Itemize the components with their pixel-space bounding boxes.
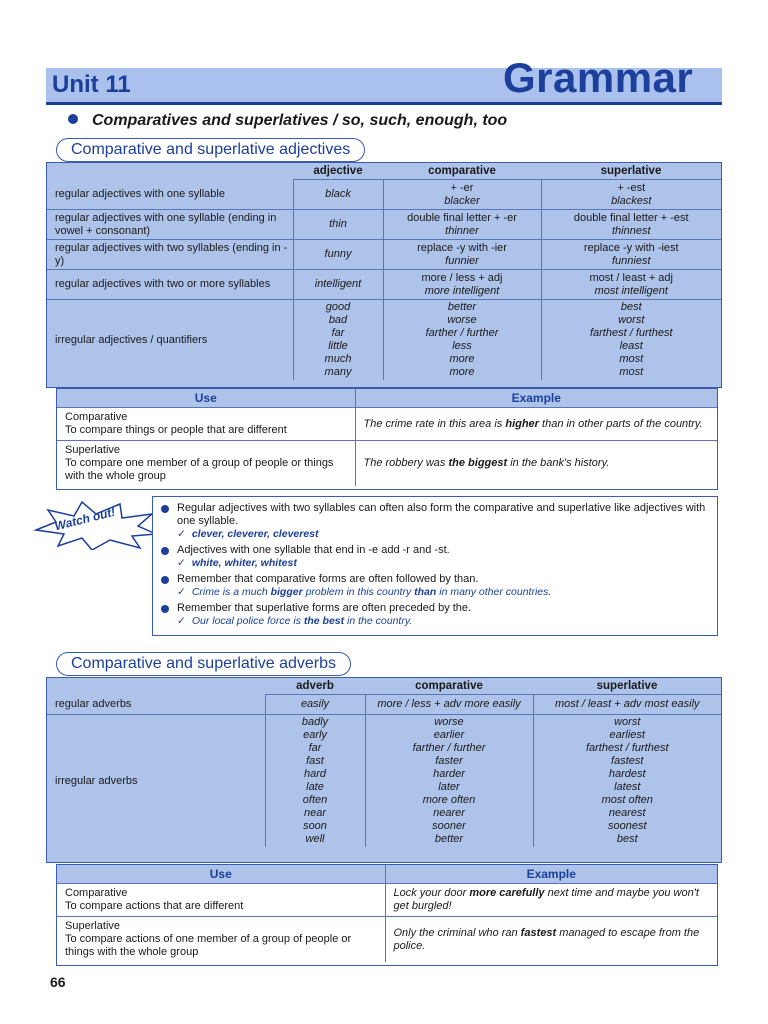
table-row (57, 441, 717, 487)
irregular-form: harder (433, 768, 465, 780)
example-text: The crime rate in this area is (363, 417, 506, 430)
irregular-form: farther / further (425, 327, 499, 339)
adverbs-grid (47, 678, 721, 847)
example-text: in the country. (344, 615, 413, 627)
bullet-icon (161, 576, 169, 584)
use-cell (57, 441, 355, 487)
irregular-comp-cell (365, 715, 533, 848)
col-header-adv-comparative: comparative (365, 678, 533, 695)
list-item (161, 602, 717, 628)
rule-text: + -er (450, 181, 474, 194)
watch-out-label: Watch out! (53, 504, 117, 534)
irregular-form: most (619, 366, 644, 378)
table-row (57, 408, 717, 441)
irregular-form: little (328, 340, 348, 352)
irregular-form: bad (328, 314, 348, 326)
irregular-form: later (438, 781, 460, 793)
use-cell (57, 884, 385, 917)
example-cell (355, 441, 717, 487)
irregular-form: farther / further (412, 742, 486, 754)
example-text: Only the criminal who ran (393, 926, 521, 939)
adjective-cell: funny (293, 240, 383, 270)
irregular-form: hardest (608, 768, 646, 780)
superlative-cell (541, 210, 721, 240)
table-row (47, 180, 721, 210)
rule-text: more / less + adj (421, 271, 503, 284)
use-description: To compare actions of one member of a group of people or things with the whole group (65, 933, 352, 958)
superlative-cell (541, 270, 721, 300)
rule-text: replace -y with -ier (417, 241, 507, 254)
irregular-form: far (308, 742, 322, 754)
adverbs-use-table (56, 864, 718, 966)
example-header: Example (355, 389, 717, 408)
use-title: Comparative (65, 411, 128, 423)
rule-text: + -est (617, 181, 646, 194)
table-row (47, 695, 721, 715)
irregular-form: more often (422, 794, 476, 806)
example-text: in many other countries. (436, 586, 552, 598)
irregular-form: most (619, 353, 644, 365)
example-highlight: fastest (520, 926, 557, 939)
superlative-cell (541, 180, 721, 210)
example-text: Crime is a much (191, 586, 271, 598)
irregular-form: well (305, 833, 325, 845)
list-item (161, 573, 717, 599)
irregular-form: nearest (608, 807, 646, 819)
example-text: problem in this country (302, 586, 415, 598)
irregular-form: sooner (432, 820, 466, 832)
col-header-comparative: comparative (383, 163, 541, 180)
irregular-form: least (619, 340, 643, 352)
rule-text: Adjectives with one syllable that end in -e add -r and -st. (177, 544, 450, 556)
example-highlight: higher (505, 417, 539, 430)
check-icon: ✓ (177, 615, 186, 627)
example-highlight: more carefully (469, 887, 545, 899)
irregular-form: earliest (609, 729, 645, 741)
irregular-form: good (325, 301, 351, 313)
superlative-cell (541, 240, 721, 270)
use-title: Superlative (65, 444, 121, 456)
irregular-form: faster (435, 755, 463, 767)
topic-heading (68, 112, 507, 130)
irregular-form: earlier (433, 729, 465, 741)
example-text: funniest (611, 254, 651, 267)
adverbs-table (46, 677, 722, 863)
adverbs-section-title: Comparative and superlative adverbs (71, 655, 337, 672)
table-row (47, 300, 721, 381)
use-title: Superlative (65, 920, 121, 932)
irregular-form: badly (301, 716, 329, 728)
row-label: regular adjectives with two or more syllables (47, 270, 293, 300)
bullet-icon (161, 547, 169, 555)
irregular-form: early (303, 729, 327, 741)
example-text: in the bank's history. (507, 457, 610, 469)
example-text: The robbery was (363, 457, 449, 469)
row-label: irregular adverbs (47, 715, 265, 848)
example-text: Lock your door (393, 887, 470, 899)
example-text: Our local police force is (191, 615, 304, 627)
adverbs-use-grid (57, 865, 717, 962)
bullet-icon (161, 505, 169, 513)
rule-text: Remember that superlative forms are often preceded by the. (177, 602, 472, 614)
rule-text: Regular adjectives with two syllables can often also form the comparative and superlative like adjectives with one syllable. (177, 502, 706, 527)
example-text: next time and maybe you won't get burgled! (393, 887, 699, 912)
example-text: more intelligent (424, 284, 500, 297)
row-label: regular adjectives with one syllable (55, 187, 225, 200)
use-cell (57, 917, 385, 963)
example-highlight: bigger (270, 586, 303, 598)
use-description: To compare actions that are different (65, 900, 244, 912)
comparative-cell (383, 210, 541, 240)
irregular-form: more (449, 366, 475, 378)
irregular-form: nearer (433, 807, 465, 819)
check-icon: ✓ (177, 586, 186, 598)
example-line (177, 557, 717, 570)
table-row (47, 240, 721, 270)
irregular-adj-cell (293, 300, 383, 381)
irregular-form: less (452, 340, 472, 352)
example-text: blackest (611, 194, 652, 207)
example-text: managed to escape from the police. (393, 926, 700, 952)
table-row (47, 210, 721, 240)
irregular-form: latest (614, 781, 641, 793)
example-line (177, 528, 717, 541)
table-row (47, 715, 721, 848)
adv-example-header: Example (385, 865, 717, 884)
irregular-form: worst (618, 314, 645, 326)
adjectives-table (46, 162, 722, 388)
bullet-icon (68, 114, 78, 124)
adjectives-section-title: Comparative and superlative adjectives (71, 141, 351, 158)
irregular-form: farthest / furthest (589, 327, 673, 339)
check-icon: ✓ (177, 528, 186, 540)
adjectives-use-table (56, 388, 718, 490)
watch-out-box (152, 496, 718, 636)
example-line (177, 615, 717, 628)
irregular-form: worst (614, 716, 641, 728)
comparative-cell: more / less + adv more easily (365, 695, 533, 715)
irregular-form: soonest (607, 820, 647, 832)
adjective-cell: intelligent (293, 270, 383, 300)
rule-text: Remember that comparative forms are often followed by than. (177, 573, 479, 585)
irregular-form: better (434, 833, 464, 845)
col-header-adjective: adjective (293, 163, 383, 180)
use-description: To compare one member of a group of people or things with the whole group (65, 457, 334, 482)
rule-text: double final letter + -est (573, 211, 689, 224)
bullet-icon (161, 605, 169, 613)
row-label: regular adverbs (55, 697, 132, 710)
topic-text: Comparatives and superlatives / so, such, enough, too (92, 112, 508, 129)
example-cell (385, 917, 717, 963)
list-item (161, 544, 717, 570)
rule-text: most / least + adj (589, 271, 673, 284)
example-cell (355, 408, 717, 441)
comparative-cell (383, 270, 541, 300)
irregular-comp-cell (383, 300, 541, 381)
use-title: Comparative (65, 887, 128, 899)
page-number: 66 (50, 974, 66, 990)
example-highlight: the biggest (448, 457, 508, 469)
table-row (57, 917, 717, 963)
irregular-form: best (616, 833, 638, 845)
irregular-sup-cell (533, 715, 721, 848)
adjective-cell: black (293, 180, 383, 210)
irregular-form: fastest (611, 755, 644, 767)
use-header: Use (57, 389, 355, 408)
example-highlight: white, whiter, whitest (191, 557, 297, 569)
use-cell (57, 408, 355, 441)
col-header-adverb: adverb (265, 678, 365, 695)
watch-out-list (153, 497, 717, 628)
table-row (57, 884, 717, 917)
page-title: Grammar (503, 54, 694, 101)
example-text: thinnest (611, 224, 651, 237)
col-header-superlative: superlative (541, 163, 721, 180)
example-text: funnier (445, 254, 479, 267)
unit-label: Unit 11 (52, 71, 131, 98)
irregular-form: many (324, 366, 352, 378)
watch-out-burst-icon (30, 500, 160, 550)
adjectives-grid (47, 163, 721, 380)
adjectives-section-tab (56, 138, 365, 162)
irregular-form: late (306, 781, 324, 793)
irregular-form: near (303, 807, 327, 819)
row-label: irregular adjectives / quantifiers (47, 300, 293, 381)
irregular-form: fast (306, 755, 324, 767)
example-text: than in other parts of the country. (538, 417, 703, 430)
table-row (47, 270, 721, 300)
irregular-form: much (324, 353, 352, 365)
adjective-cell: thin (293, 210, 383, 240)
example-highlight: than (414, 586, 437, 598)
irregular-form: hard (303, 768, 327, 780)
irregular-form: more (449, 353, 475, 365)
comparative-cell (383, 180, 541, 210)
superlative-cell: most / least + adv most easily (533, 695, 721, 715)
example-text: blacker (444, 194, 480, 207)
example-line (177, 586, 717, 599)
rule-text: double final letter + -er (407, 211, 517, 224)
irregular-form: worse (447, 314, 477, 326)
list-item (161, 502, 717, 541)
adv-use-header: Use (57, 865, 385, 884)
irregular-form: farthest / furthest (585, 742, 669, 754)
row-label: regular adjectives with one syllable (ending in vowel + consonant) (47, 210, 293, 240)
irregular-form: better (447, 301, 477, 313)
example-highlight: the best (303, 615, 345, 627)
example-cell (385, 884, 717, 917)
irregular-form: most often (601, 794, 653, 806)
check-icon: ✓ (177, 557, 186, 569)
irregular-sup-cell (541, 300, 721, 381)
use-description: To compare things or people that are different (65, 424, 287, 436)
adverb-cell: easily (265, 695, 365, 715)
adjectives-use-grid (57, 389, 717, 486)
example-text: thinner (445, 224, 479, 237)
irregular-form: best (620, 301, 642, 313)
irregular-form: far (331, 327, 345, 339)
example-text: most intelligent (594, 284, 668, 297)
irregular-form: soon (303, 820, 327, 832)
rule-text: replace -y with -iest (583, 241, 679, 254)
comparative-cell (383, 240, 541, 270)
irregular-form: worse (434, 716, 464, 728)
irregular-adv-cell (265, 715, 365, 848)
irregular-form: often (302, 794, 328, 806)
col-header-adv-superlative: superlative (533, 678, 721, 695)
example-highlight: clever, cleverer, cleverest (191, 528, 319, 540)
adverbs-section-tab (56, 652, 351, 676)
row-label: regular adjectives with two syllables (ending in -y) (47, 240, 293, 270)
